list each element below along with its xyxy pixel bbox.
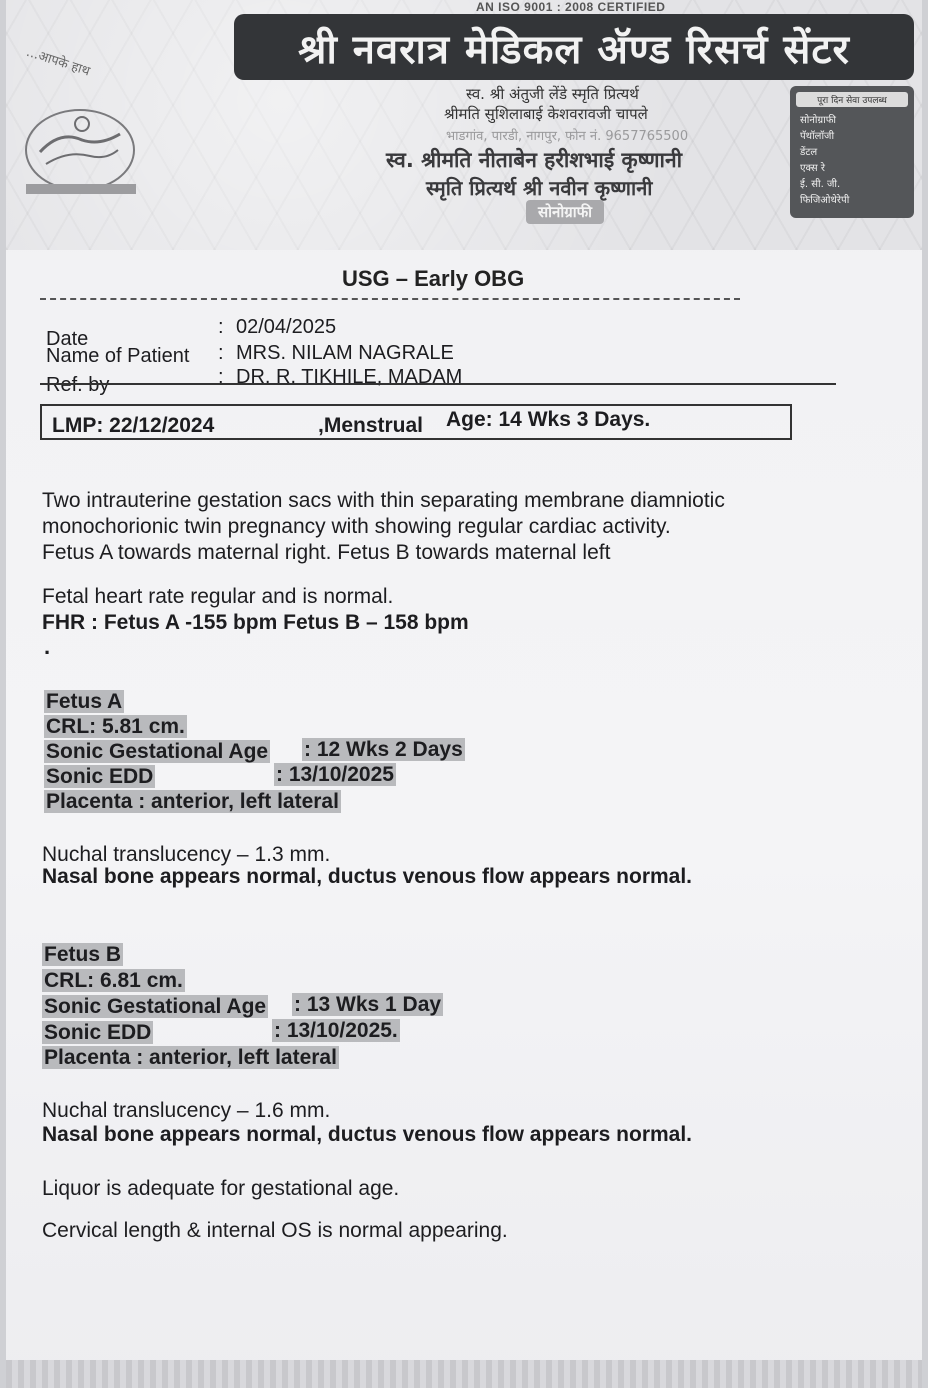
tagline: ...आपके हाथ xyxy=(24,44,92,80)
cervix-note: Cervical length & internal OS is normal appearing. xyxy=(42,1219,508,1242)
report-paper xyxy=(6,0,922,1388)
fetus-b-nt: Nuchal translucency – 1.6 mm. xyxy=(42,1099,331,1122)
services-panel xyxy=(790,86,914,218)
fetus-b-crl: CRL: 6.81 cm. xyxy=(44,969,183,992)
fetus-a-placenta: Placenta : anterior, left lateral xyxy=(46,790,339,813)
service-item: फिजिओथेरेपी xyxy=(800,195,850,206)
service-item: ई. सी. जी. xyxy=(800,179,841,190)
fetus-a-ga-value: : 12 Wks 2 Days xyxy=(304,738,463,761)
sonography-badge: सोनोग्राफी xyxy=(526,200,604,224)
info-divider xyxy=(40,383,836,385)
fhr-values: FHR : Fetus A -155 bpm Fetus B – 158 bpm xyxy=(42,611,469,634)
bottom-strip xyxy=(6,1360,922,1388)
fhr-normal: Fetal heart rate regular and is normal. xyxy=(42,585,394,608)
fetus-b-ga-value: : 13 Wks 1 Day xyxy=(294,993,442,1016)
date-colon: : xyxy=(218,316,224,338)
stray-dot: . xyxy=(44,634,51,659)
findings-line-3: Fetus A towards maternal right. Fetus B towards maternal left xyxy=(42,541,611,564)
menstrual-label: ,Menstrual xyxy=(318,414,424,437)
address-line: भाडगांव, पारडी, नागपुर, फोन नं. 9657765500 xyxy=(446,129,689,144)
fetus-a-nt: Nuchal translucency – 1.3 mm. xyxy=(42,843,331,866)
ref-by-colon: : xyxy=(218,366,224,388)
fetus-b-edd-value: : 13/10/2025. xyxy=(274,1019,398,1042)
service-item: पॅथॉलॉजी xyxy=(800,131,835,142)
patient-name-value: MRS. NILAM NAGRALE xyxy=(236,342,454,364)
memorial-line-2: श्रीमति सुशिलाबाई केशवरावजी चापले xyxy=(444,105,648,123)
memorial-line-3: स्व. श्रीमति नीताबेन हरीशभाई कृष्णानी xyxy=(386,148,683,172)
fetus-a-ga: Sonic Gestational Age xyxy=(46,740,269,763)
fetus-b-heading: Fetus B xyxy=(44,943,122,966)
fetus-a-edd-value: : 13/10/2025 xyxy=(276,763,394,786)
fetus-a-edd: Sonic EDD xyxy=(46,765,154,788)
fetus-b-edd: Sonic EDD xyxy=(44,1021,152,1044)
service-item: सोनोग्राफी xyxy=(800,115,837,126)
date-value: 02/04/2025 xyxy=(236,316,337,338)
fetus-b-placenta: Placenta : anterior, left lateral xyxy=(44,1046,337,1069)
findings-line-1: Two intrauterine gestation sacs with thin separating membrane diamniotic xyxy=(42,489,725,512)
lmp-value: LMP: 22/12/2024 xyxy=(52,414,215,437)
letterhead xyxy=(6,0,922,250)
fetus-a-heading: Fetus A xyxy=(46,690,123,713)
date-label: Date xyxy=(46,328,89,350)
fetus-a-crl: CRL: 5.81 cm. xyxy=(46,715,185,738)
patient-name-colon: : xyxy=(218,342,224,364)
fetus-b-nasal: Nasal bone appears normal, ductus venous flow appears normal. xyxy=(42,1123,693,1146)
service-item: डेंटल xyxy=(800,147,818,158)
services-heading: पूरा दिन सेवा उपलब्ध xyxy=(796,92,908,107)
service-item: एक्स रे xyxy=(800,163,825,174)
ref-by-value: DR. R. TIKHILE, MADAM xyxy=(236,366,463,388)
hospital-logo-icon xyxy=(20,90,142,200)
patient-name-label: Name of Patient xyxy=(46,345,190,367)
ref-by-label: Ref. by xyxy=(46,374,110,396)
report-title: USG – Early OBG xyxy=(342,266,525,291)
findings-line-2: monochorionic twin pregnancy with showing regular cardiac activity. xyxy=(42,515,671,538)
memorial-line-4: स्मृति प्रित्यर्थ श्री नवीन कृष्णानी xyxy=(426,176,653,200)
fetus-a-nasal: Nasal bone appears normal, ductus venous flow appears normal. xyxy=(42,865,693,888)
memorial-line-1: स्व. श्री अंतुजी लेंडे स्मृति प्रित्यर्थ xyxy=(466,85,639,103)
hospital-name: श्री नवरात्र मेडिकल अ‍ॅण्ड रिसर्च सेंटर xyxy=(234,14,914,80)
dashed-divider xyxy=(40,298,740,300)
liquor-note: Liquor is adequate for gestational age. xyxy=(42,1177,400,1200)
fetus-b-ga: Sonic Gestational Age xyxy=(44,995,267,1018)
iso-certification: AN ISO 9001 : 2008 CERTIFIED xyxy=(476,0,666,14)
gestational-age: Age: 14 Wks 3 Days. xyxy=(446,408,651,431)
